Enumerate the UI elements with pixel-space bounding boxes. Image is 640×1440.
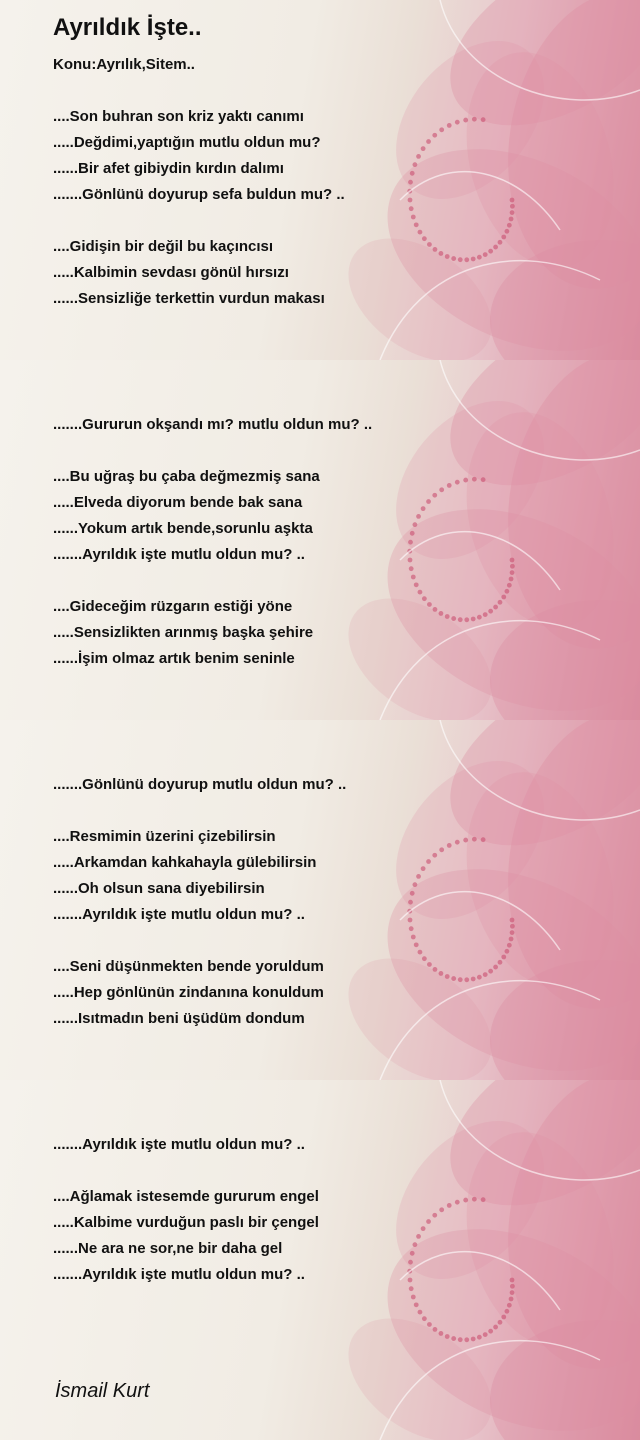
poem-line: ....Gideceğim rüzgarın estiği yöne (53, 598, 293, 615)
poem-line: ......Sensizliğe terkettin vurdun makası (53, 290, 325, 307)
poem-line: ....Son buhran son kriz yaktı canımı (53, 108, 304, 125)
poem-line: ....Gidişin bir değil bu kaçıncısı (53, 238, 274, 255)
poem-author: İsmail Kurt (55, 1380, 150, 1402)
poem-line: .....Değdimi,yaptığın mutlu oldun mu? (53, 134, 321, 151)
poem-line: .......Ayrıldık işte mutlu oldun mu? .. (53, 546, 305, 563)
poem-line: ......İşim olmaz artık benim seninle (53, 650, 295, 667)
poem-line: .......Ayrıldık işte mutlu oldun mu? .. (53, 1136, 305, 1153)
poem-line: ....Ağlamak istesemde gururum engel (53, 1188, 319, 1205)
poem-line: .......Ayrıldık işte mutlu oldun mu? .. (53, 1266, 305, 1283)
poem-title: Ayrıldık İşte.. (53, 14, 202, 41)
poem-line: .....Hep gönlünün zindanına konuldum (53, 984, 324, 1001)
poem-line: ....Resmimin üzerini çizebilirsin (53, 828, 276, 845)
poem-line: ......Bir afet gibiydin kırdın dalımı (53, 160, 284, 177)
poem-line: ......Isıtmadın beni üşüdüm dondum (53, 1010, 305, 1027)
poem-line: ......Ne ara ne sor,ne bir daha gel (53, 1240, 283, 1257)
poem-line: ....Bu uğraş bu çaba değmezmiş sana (53, 468, 320, 485)
poem-line: .....Kalbimin sevdası gönül hırsızı (53, 264, 289, 281)
poem-line: .....Arkamdan kahkahayla gülebilirsin (53, 854, 317, 871)
poem-line: .......Ayrıldık işte mutlu oldun mu? .. (53, 906, 305, 923)
poem-line: .....Sensizlikten arınmış başka şehire (53, 624, 314, 641)
poem-line: .....Elveda diyorum bende bak sana (53, 494, 303, 511)
poem-line: ......Oh olsun sana diyebilirsin (53, 880, 265, 897)
poem-subject: Konu:Ayrılık,Sitem.. (53, 56, 195, 73)
poem-line: .....Kalbime vurduğun paslı bir çengel (53, 1214, 319, 1231)
poem-line: ....Seni düşünmekten bende yoruldum (53, 958, 324, 975)
poem-line: .......Gururun okşandı mı? mutlu oldun mu? .. (53, 416, 373, 433)
poem-line: ......Yokum artık bende,sorunlu aşkta (53, 520, 313, 537)
poem-line: .......Gönlünü doyurup sefa buldun mu? .. (53, 186, 345, 203)
poem-line: .......Gönlünü doyurup mutlu oldun mu? .. (53, 776, 347, 793)
